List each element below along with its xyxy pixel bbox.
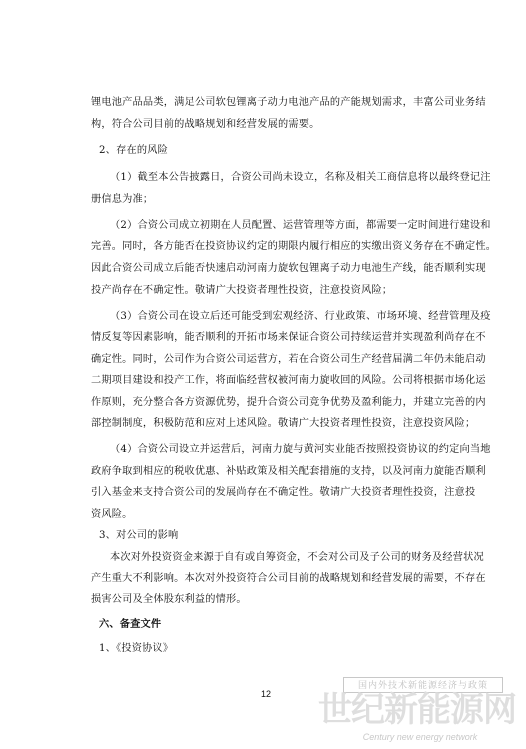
body-text-line: （3）合资公司在设立后还可能受到宏观经济、行业政策、市场环境、经营管理及疫 (110, 311, 491, 322)
watermark-logo: 世纪新能源网 (318, 690, 516, 730)
watermark-caption: Century new energy network (362, 732, 478, 742)
section-heading: 2、存在的风险 (99, 145, 169, 156)
section-heading-bold: 六、备查文件 (99, 618, 162, 630)
body-text-line: （2）合资公司成立初期在人员配置、运营管理等方面，都需要一定时间进行建设和 (110, 220, 491, 231)
body-text-line: 投产尚存在不确定性。敬请广大投资者理性投资，注意投资风险； (91, 285, 393, 296)
body-text-line: 本次对外投资资金来源于自有或自筹资金，不会对公司及子公司的财务及经营状况 (110, 552, 484, 563)
body-text-line: 情反复等因素影响，能否顺利的开拓市场来保证合资公司持续运营并实现盈利尚存在不 (91, 332, 486, 343)
body-text-line: 产生重大不利影响。本次对外投资符合公司目前的战略规划和经营发展的需要，不存在 (91, 573, 486, 584)
page-number: 12 (260, 689, 271, 699)
body-text-line: 1、《投资协议》 (99, 643, 174, 654)
body-text-line: 部控制制度，积极防范和应对上述风险。敬请广大投资者理性投资，注意投资风险； (91, 418, 476, 429)
body-text-line: 册信息为准； (91, 194, 154, 205)
body-text-line: 确定性。同时，公司作为合资公司运营方，若在合资公司生产经营届满二年仍未能启动 (91, 354, 486, 365)
body-text-line: （4）合资公司设立并运营后，河南力旋与黄河实业能否按照投资协议的约定向当地 (110, 444, 491, 455)
body-text-line: 二期项目建设和投产工作，将面临经营权被河南力旋收回的风险。公司将根据市场化运 (91, 375, 486, 386)
body-text-line: 政府争取到相应的税收优惠、补贴政策及相关配套措施的支持，以及河南力旋能否顺利 (91, 466, 486, 477)
body-text-line: 因此合资公司成立后能否快速启动河南力旋软包锂离子动力电池生产线，能否顺利实现 (91, 263, 486, 274)
body-text-line: 损害公司及全体股东利益的情形。 (91, 594, 247, 605)
body-text-line: 锂电池产品品类，满足公司软包锂离子动力电池产品的产能规划需求，丰富公司业务结 (91, 97, 486, 108)
body-text-line: 作原则，充分整合各方资源优势，提升合资公司竞争优势及盈利能力，并建立完善的内 (91, 397, 486, 408)
section-heading: 3、对公司的影响 (99, 530, 179, 541)
body-text-line: （1）截至本公告披露日，合资公司尚未设立，名称及相关工商信息将以最终登记注 (110, 172, 491, 183)
body-text-line: 完善。同时，各方能否在投资协议约定的期限内履行相应的实缴出资义务存在不确定性。 (91, 241, 497, 252)
watermark-box: 国内外技术新能源经济与政策 (343, 677, 503, 693)
body-text-line: 资风险。 (91, 509, 133, 520)
body-text-line: 引入基金来支持合资公司的发展尚存在不确定性。敬请广大投资者理性投资，注意投 (91, 487, 476, 498)
body-text-line: 构，符合公司目前的战略规划和经营发展的需要。 (91, 119, 320, 130)
